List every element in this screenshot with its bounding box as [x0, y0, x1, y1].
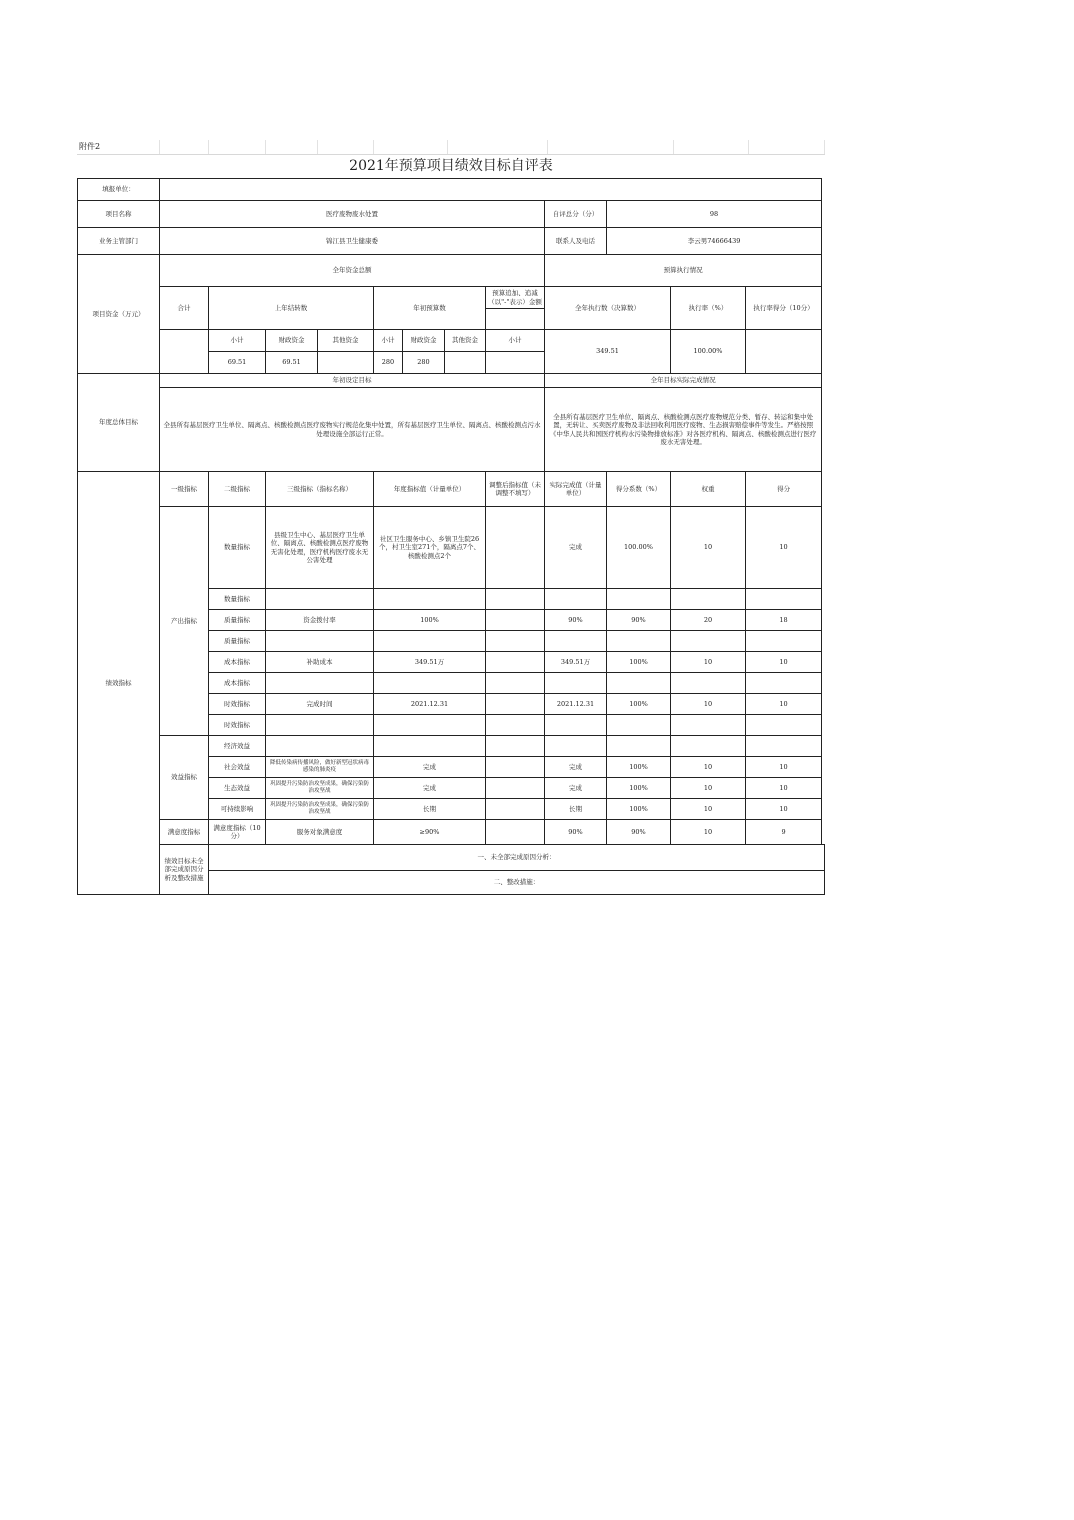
row-score: 10 [746, 799, 822, 820]
row-weight: 10 [671, 820, 746, 845]
row-target: 长期 [374, 799, 486, 820]
row-l2: 生态效益 [209, 778, 266, 799]
exec-rate-label: 执行率（%） [671, 287, 746, 330]
header-score: 得分 [746, 472, 822, 507]
row-coef: 100% [607, 652, 671, 673]
budget-fiscal-label: 财政资金 [403, 330, 445, 352]
header-l1: 一级指标 [160, 472, 209, 507]
row-actual [545, 736, 607, 757]
row-l3: 完成时间 [266, 694, 374, 715]
row-target [374, 673, 486, 694]
row-l2: 可持续影响 [209, 799, 266, 820]
row-score [746, 673, 822, 694]
row-actual: 长期 [545, 799, 607, 820]
adjust-label: 预算追加、追减（以"-"表示）金额 [486, 287, 545, 309]
row-l2: 经济效益 [209, 736, 266, 757]
goals-set-text: 全县所有基层医疗卫生单位、隔离点、核酸检测点医疗废物实行规范化集中处置，所有基层医疗卫生单位、隔离点、核酸检测点污水处理设施全部运行正常。 [160, 388, 545, 472]
table-row [78, 736, 825, 757]
row-adjusted [486, 694, 545, 715]
unit-label: 填报单位： [78, 179, 160, 201]
row-adjusted [486, 652, 545, 673]
row-l2: 数量指标 [209, 589, 266, 610]
row-coef [607, 736, 671, 757]
row-score: 10 [746, 652, 822, 673]
carry-fiscal-value: 69.51 [266, 352, 318, 374]
project-row [78, 201, 825, 228]
exec-amount-label: 全年执行数（决算数） [545, 287, 671, 330]
header-coef: 得分系数（%） [607, 472, 671, 507]
row-weight: 10 [671, 507, 746, 589]
exec-amount-value: 349.51 [545, 330, 671, 374]
row-weight: 10 [671, 757, 746, 778]
reasons-row [78, 845, 825, 871]
row-actual: 90% [545, 820, 607, 845]
contact-value: 李云男74666439 [607, 228, 822, 255]
row-l3 [266, 631, 374, 652]
row-weight: 10 [671, 694, 746, 715]
carryover-label: 上年结转数 [209, 287, 374, 330]
budget-exec-label: 预算执行情况 [545, 255, 822, 287]
exec-score-label: 执行率得分（10分） [746, 287, 822, 330]
row-target [374, 736, 486, 757]
row-coef [607, 589, 671, 610]
funds-header-row [78, 255, 825, 287]
row-score: 10 [746, 694, 822, 715]
dept-label: 业务主管部门 [78, 228, 160, 255]
carry-other-label: 其他资金 [318, 330, 374, 352]
total-label: 合计 [160, 287, 209, 330]
indicator-header-row [78, 472, 825, 507]
row-l2: 成本指标 [209, 652, 266, 673]
row-score: 18 [746, 610, 822, 631]
page-title: 2021年预算项目绩效目标自评表 [349, 158, 553, 174]
satisfaction-label: 满意度指标 [160, 820, 209, 845]
dept-value: 锦江县卫生健康委 [160, 228, 545, 255]
row-coef [607, 673, 671, 694]
row-score: 9 [746, 820, 822, 845]
row-coef [607, 631, 671, 652]
row-l3 [266, 673, 374, 694]
row-score [746, 715, 822, 736]
reasons-row-label: 绩效目标未全部完成原因分析及整改措施 [160, 845, 209, 895]
row-coef [607, 715, 671, 736]
row-adjusted [486, 778, 545, 799]
row-target: 100% [374, 610, 486, 631]
goals-set-label: 年初设定目标 [160, 374, 545, 388]
row-weight [671, 715, 746, 736]
row-l3: 资金拨付率 [266, 610, 374, 631]
annual-total-label: 全年资金总额 [160, 255, 545, 287]
goals-actual-text: 全县所有基层医疗卫生单位、隔离点、核酸检测点医疗废物规范分类、暂存、转运和集中处置，无转让、买卖医疗废物及非法回收利用医疗废物、生态损害赔偿事件等发生。严格按照《中华人民共和国医疗机构水污染物排放标准》对各医疗机构、隔离点、核酸检测点进行医疗废水无害处理。 [545, 388, 822, 472]
row-l2: 满意度指标（10分） [209, 820, 266, 845]
row-weight [671, 589, 746, 610]
row-coef: 100% [607, 694, 671, 715]
row-score: 10 [746, 757, 822, 778]
goals-actual-label: 全年目标实际完成情况 [545, 374, 822, 388]
adjust-subtotal-label: 小计 [486, 330, 545, 352]
budget-fiscal-value: 280 [403, 352, 445, 374]
attachment-header-row [77, 140, 825, 155]
row-l3: 服务对象满意度 [266, 820, 374, 845]
row-coef: 100.00% [607, 507, 671, 589]
row-l2: 时效指标 [209, 715, 266, 736]
header-weight: 权重 [671, 472, 746, 507]
carry-fiscal-label: 财政资金 [266, 330, 318, 352]
header-adjusted: 调整后指标值（未调整不填写） [486, 472, 545, 507]
adjust-value [486, 352, 545, 374]
header-l2: 二级指标 [209, 472, 266, 507]
budget-other-value [445, 352, 486, 374]
row-l2: 质量指标 [209, 631, 266, 652]
row-weight [671, 736, 746, 757]
goals-header-row [78, 374, 825, 388]
row-l2: 数量指标 [209, 507, 266, 589]
adjust-blank [486, 309, 545, 330]
row-target: ≥90% [374, 820, 486, 845]
row-actual: 349.51万 [545, 652, 607, 673]
row-adjusted [486, 799, 545, 820]
budget-other-label: 其他资金 [445, 330, 486, 352]
row-actual: 完成 [545, 757, 607, 778]
row-weight [671, 673, 746, 694]
row-weight: 10 [671, 799, 746, 820]
row-score [746, 589, 822, 610]
row-score [746, 736, 822, 757]
output-label: 产出指标 [160, 507, 209, 736]
funds-subheader-row [78, 287, 825, 309]
goals-text-row [78, 388, 825, 472]
benefit-label: 效益指标 [160, 736, 209, 820]
unit-row [78, 179, 825, 201]
row-actual: 2021.12.31 [545, 694, 607, 715]
table-row [78, 507, 825, 589]
row-target: 完成 [374, 778, 486, 799]
project-name-label: 项目名称 [78, 201, 160, 228]
row-adjusted [486, 610, 545, 631]
carry-subtotal-label: 小计 [209, 330, 266, 352]
evaluation-table [77, 178, 825, 895]
funds-category-row [78, 330, 825, 352]
row-adjusted [486, 631, 545, 652]
row-weight: 20 [671, 610, 746, 631]
exec-score-value [746, 330, 822, 374]
reasons-analysis: 一、未全部完成原因分析： [209, 845, 825, 871]
row-l3: 县级卫生中心、基层医疗卫生单位、隔离点、核酸检测点医疗废物无害化处理，医疗机构医疗废水无公害处理 [266, 507, 374, 589]
project-name-value: 医疗废物废水处置 [160, 201, 545, 228]
row-adjusted [486, 820, 545, 845]
total-blank [160, 330, 209, 374]
table-row [78, 820, 825, 845]
row-actual [545, 631, 607, 652]
row-adjusted [486, 507, 545, 589]
dept-row [78, 228, 825, 255]
row-weight: 10 [671, 652, 746, 673]
row-target [374, 715, 486, 736]
row-actual: 完成 [545, 778, 607, 799]
budget-subtotal-label: 小计 [374, 330, 403, 352]
row-l3: 巩固提升污染防治攻坚成果，确保污染防治攻坚战 [266, 778, 374, 799]
row-target: 社区卫生服务中心、乡镇卫生院26个，村卫生室271个，隔离点7个、核酸检测点2个 [374, 507, 486, 589]
row-target: 2021.12.31 [374, 694, 486, 715]
row-l3: 补助成本 [266, 652, 374, 673]
row-l3 [266, 715, 374, 736]
annual-budget-label: 年初预算数 [374, 287, 486, 330]
row-coef: 90% [607, 820, 671, 845]
row-score [746, 631, 822, 652]
row-weight: 10 [671, 778, 746, 799]
row-actual: 90% [545, 610, 607, 631]
self-score-label: 自评总分（分） [545, 201, 607, 228]
row-target [374, 631, 486, 652]
row-l3 [266, 736, 374, 757]
budget-subtotal-value: 280 [374, 352, 403, 374]
row-l2: 社会效益 [209, 757, 266, 778]
row-coef: 100% [607, 799, 671, 820]
row-actual: 完成 [545, 507, 607, 589]
row-adjusted [486, 715, 545, 736]
row-target: 完成 [374, 757, 486, 778]
indicators-section-label: 绩效指标 [78, 472, 160, 895]
unit-value [160, 179, 822, 201]
row-adjusted [486, 757, 545, 778]
header-actual: 实际完成值（计量单位） [545, 472, 607, 507]
carry-other-value [318, 352, 374, 374]
row-l2: 质量指标 [209, 610, 266, 631]
row-l2: 成本指标 [209, 673, 266, 694]
funds-row-label: 项目资金（万元） [78, 255, 160, 374]
exec-rate-value: 100.00% [671, 330, 746, 374]
row-score: 10 [746, 778, 822, 799]
row-target: 349.51万 [374, 652, 486, 673]
attachment-label: 附件2 [79, 142, 101, 151]
row-score: 10 [746, 507, 822, 589]
row-target [374, 589, 486, 610]
row-coef: 90% [607, 610, 671, 631]
carry-subtotal-value: 69.51 [209, 352, 266, 374]
row-l3: 巩固提升污染防治攻坚成果，确保污染防治攻坚战 [266, 799, 374, 820]
row-l3 [266, 589, 374, 610]
reasons-measures: 二、整改措施： [209, 871, 825, 895]
row-weight [671, 631, 746, 652]
row-actual [545, 589, 607, 610]
row-adjusted [486, 736, 545, 757]
row-actual [545, 715, 607, 736]
header-l3: 三级指标（指标名称） [266, 472, 374, 507]
row-coef: 100% [607, 757, 671, 778]
row-l2: 时效指标 [209, 694, 266, 715]
goals-row-label: 年度总体目标 [78, 374, 160, 472]
row-adjusted [486, 673, 545, 694]
row-adjusted [486, 589, 545, 610]
row-coef: 100% [607, 778, 671, 799]
row-l3: 降低传染病传播风险，做好新型冠状病毒感染的肺炎疫 [266, 757, 374, 778]
row-actual [545, 673, 607, 694]
contact-label: 联系人及电话 [545, 228, 607, 255]
self-score-value: 98 [607, 201, 822, 228]
header-target: 年度指标值（计量单位） [374, 472, 486, 507]
